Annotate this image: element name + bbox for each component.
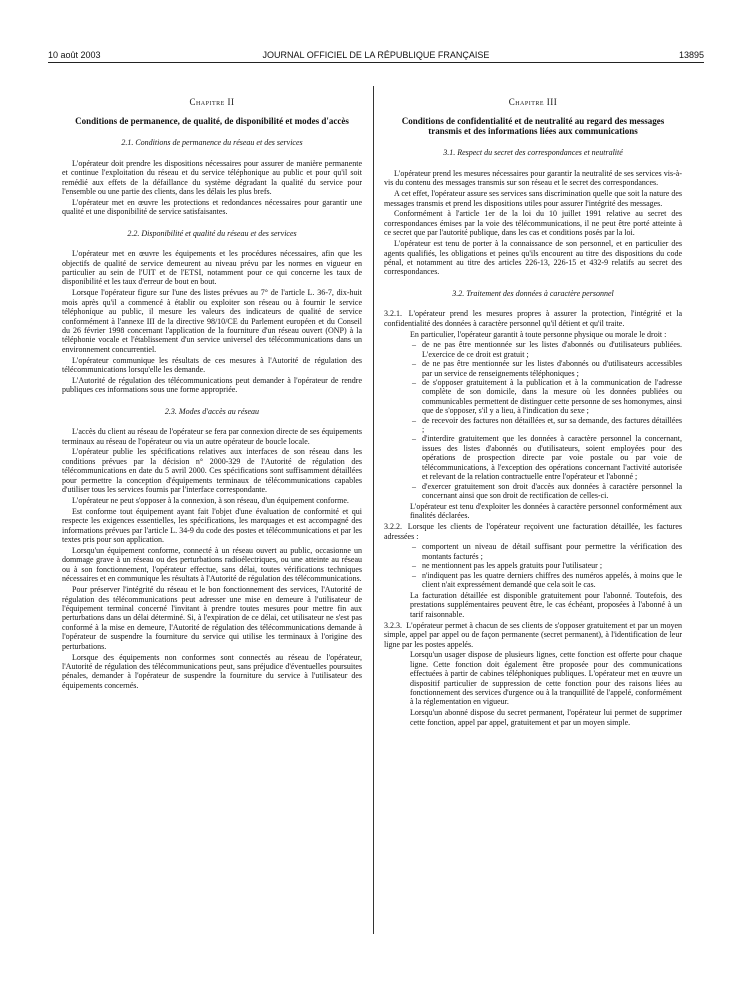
paragraph: L'opérateur ne peut s'opposer à la connexion, à son réseau, d'un équipement conforme.	[72, 496, 349, 505]
list-item: – de ne pas être mentionnée sur les listes d'abonnés ou d'utilisateurs publiées. L'exercice de ce droit est gratuit ;	[422, 340, 682, 359]
section-heading: 2.1. Conditions de permanence du réseau et des services	[121, 138, 303, 148]
section-heading: 3.1. Respect du secret des correspondances et neutralité	[443, 148, 623, 158]
paragraph-text: Lorsque les clients de l'opérateur reçoivent une facturation détaillée, les factures adressées :	[384, 522, 682, 541]
left-column	[62, 98, 362, 692]
paragraph: Conformément à l'article 1er de la loi du 10 juillet 1991 relative au secret des correspondances émises par la voie des télécommunications, il ne peut être porté atteinte à ce secret que par l'autorité publique, dans les cas et conditions posés par la loi.	[384, 209, 682, 238]
paragraph: L'opérateur est tenu d'exploiter les données à caractère personnel conformément aux finalités déclarées.	[410, 501, 682, 521]
paragraph-number: 3.2.1.	[384, 309, 402, 319]
paragraph: L'opérateur prend les mesures nécessaires pour garantir la neutralité de ses services vis-à-vis du contenu des messages transmis sur son réseau et le secret des correspondances.	[384, 168, 682, 188]
section-heading: 2.2. Disponibilité et qualité du réseau et des services	[127, 228, 297, 238]
list-item: – d'exercer gratuitement son droit d'accès aux données à caractère personnel la concernant ainsi que son droit de rectification de celles-ci.	[422, 482, 682, 501]
list-item: – d'interdire gratuitement que les données à caractère personnel la concernant, issues des listes d'abonnés ou d'utilisateurs, soient employées pour des opérations de prospection directe par voie postale ou par voie de télécommunications, à l'exception des opérations concernant l'activité autorisée et relevant de la relation contractuelle entre l'opérateur et l'abonné ;	[422, 434, 682, 481]
paragraph-number: 3.2.2.	[384, 522, 402, 532]
column-divider	[373, 86, 374, 934]
list-item: – comportent un niveau de détail suffisant pour permettre la vérification des montants facturés ;	[422, 542, 682, 561]
list-item: – de s'opposer gratuitement à la publication et à la communication de l'adresse complète de son domicile, dans la mesure où les données publiées ou communicables permettent de distinguer cette personne de ses homonymes, ainsi que de s'opposer, s'il y a lieu, à l'indication du sexe ;	[422, 378, 682, 416]
right-column	[384, 98, 682, 729]
paragraph: A cet effet, l'opérateur assure ses services sans discrimination quelle que soit la nature des messages transmis et prend les dispositions utiles pour assurer l'intégrité des messages.	[384, 189, 682, 208]
chapter-title: Conditions de confidentialité et de neutralité au regard des messages transmis et des informations liées aux communications	[401, 116, 665, 137]
paragraph: Lorsqu'un équipement conforme, connecté à un réseau ouvert au public, occasionne un dommage grave à un réseau ou des perturbations radioélectriques, ou une atteinte au réseau ou à son fonctionnement, l'opérateur effectue, sans délai, toutes vérifications techniques nécessaires et en communique les résultats à l'Autorité de régulation des télécommunications.	[62, 546, 362, 584]
paragraph: L'accès du client au réseau de l'opérateur se fera par connexion directe de ses équipements terminaux au réseau de l'opérateur ou via un autre opérateur de boucle locale.	[62, 427, 362, 446]
numbered-paragraph	[384, 309, 682, 328]
invoice-list	[384, 542, 682, 589]
list-item: – de ne pas être mentionnée sur les listes d'abonnés ou d'utilisateurs accessibles par un service de renseignements téléphoniques ;	[422, 359, 682, 378]
numbered-paragraph	[384, 621, 682, 649]
chapter-title: Conditions de permanence, de qualité, de disponibilité et modes d'accès	[75, 116, 349, 127]
numbered-paragraph	[384, 522, 682, 541]
chapter-label: Chapitre III	[508, 97, 558, 107]
paragraph: L'Autorité de régulation des télécommunications peut demander à l'opérateur de rendre publiques ces informations sous une forme appropriée.	[62, 375, 362, 395]
section-heading: 2.3. Modes d'accès au réseau	[164, 406, 260, 416]
chapter-label: Chapitre II	[189, 97, 235, 107]
list-item: – de recevoir des factures non détaillées et, sur sa demande, des factures détaillées ;	[422, 416, 682, 435]
page-header	[48, 48, 704, 62]
paragraph-text: L'opérateur prend les mesures propres à assurer la protection, l'intégrité et la confidentialité des données à caractère personnel qu'il détient et qu'il traite.	[384, 309, 682, 328]
list-item: – ne mentionnent pas les appels gratuits pour l'utilisateur ;	[422, 561, 682, 570]
paragraph: L'opérateur met en œuvre les équipements et les procédures nécessaires, afin que les objectifs de qualité de service demeurent au niveau prévu par les normes en vigueur en particulier au sein de l'UIT et de l'ETSI, notamment pour ce qui concerne les taux de disponibilité et les taux d'erreur de bout en bout.	[62, 249, 362, 287]
header-rule	[48, 62, 704, 63]
list-item: – n'indiquent pas les quatre derniers chiffres des numéros appelés, à moins que le client n'ait expressément demandé que cela soit le cas.	[422, 571, 682, 590]
paragraph: L'opérateur est tenu de porter à la connaissance de son personnel, et en particulier des agents qualifiés, les obligations et peines qu'ils encourent au titre des dispositions du code pénal, et notamment au titre des articles 226-13, 226-15 et 432-9 relatifs au secret des correspondances.	[384, 239, 682, 277]
paragraph: La facturation détaillée est disponible gratuitement pour l'abonné. Toutefois, des prestations supplémentaires peuvent être, le cas échéant, proposées à l'abonné à un tarif raisonnable.	[410, 590, 682, 619]
section-heading: 3.2. Traitement des données à caractère personnel	[452, 288, 614, 298]
issue-date: 10 août 2003	[48, 50, 101, 60]
paragraph: Lorsque des équipements non conformes sont connectés au réseau de l'opérateur, l'Autorité de régulation des télécommunications peut, sans préjudice d'éventuelles poursuites pénales, demander à l'opérateur de suspendre la fourniture du service à l'utilisateur des équipements concernés.	[62, 652, 362, 690]
paragraph: L'opérateur met en œuvre les protections et redondances nécessaires pour garantir une qualité et une disponibilité de service satisfaisantes.	[62, 197, 362, 217]
paragraph: Pour préserver l'intégrité du réseau et le bon fonctionnement des services, l'Autorité de régulation des télécommunications peut adresser une mise en demeure à l'utilisateur de l'équipement terminal concerné l'invitant à prendre toutes mesures pour mettre fin aux perturbations dans un délai déterminé. Si, à l'expiration de ce délai, cet utilisateur ne s'est pas conformé à la mise en demeure, l'Autorité de régulation des télécommunications demande à l'opérateur de suspendre la fourniture du service qui utilise les terminaux à l'origine des perturbations.	[62, 585, 362, 651]
journal-title: JOURNAL OFFICIEL DE LA RÉPUBLIQUE FRANÇAISE	[262, 50, 490, 60]
paragraph: Lorsqu'un abonné dispose du secret permanent, l'opérateur lui permet de supprimer cette fonction, appel par appel, gratuitement et par un moyen simple.	[410, 708, 682, 727]
paragraph: L'opérateur communique les résultats de ces mesures à l'Autorité de régulation des télécommunications lorsqu'elle les demande.	[62, 355, 362, 375]
paragraph: Est conforme tout équipement ayant fait l'objet d'une évaluation de conformité et qui respecte les exigences essentielles, les spécifications, les marquages et est accompagné des informations prévues par l'article L. 34-9 du code des postes et télécommunications et par les textes pris pour son application.	[62, 506, 362, 545]
rights-list	[384, 340, 682, 500]
paragraph: Lorsque l'opérateur figure sur l'une des listes prévues au 7° de l'article L. 36-7, dix-huit mois après qu'il a commencé à établir ou exploiter son réseau ou à fournir le service téléphonique au public, il mesure les valeurs des indicateurs de qualité de service conformément à l'annexe III de la directive 98/10/CE du Parlement européen et du Conseil du 26 février 1998 concernant l'application de la fourniture d'un réseau ouvert (ONP) à la téléphonie vocale et l'établissement d'un service universel des télécommunications dans un environnement concurrentiel.	[62, 288, 362, 354]
paragraph-text: L'opérateur permet à chacun de ses clients de s'opposer gratuitement et par un moyen simple, appel par appel ou de façon permanente (secret permanent), à l'identification de leur ligne par les postes appelés.	[384, 620, 683, 649]
paragraph: Lorsqu'un usager dispose de plusieurs lignes, cette fonction est offerte pour chaque ligne. Cette fonction doit également être proposée pour des communications effectuées à partir de cabines téléphoniques publiques. L'opérateur met en œuvre un dispositif particulier de suppression de cette fonction pour des raisons liées au fonctionnement des services d'urgence ou à la tranquillité de l'appelé, conformément à la réglementation en vigueur.	[410, 650, 682, 707]
paragraph: L'opérateur publie les spécifications relatives aux interfaces de son réseau dans les conditions prévues par la décision n° 2000-329 de l'Autorité de régulation des télécommunications en date du 5 avril 2000. Ces spécifications sont suffisamment détaillées pour permettre la conception d'équipements terminaux de télécommunications capables d'utiliser tous les services fournis par l'interface correspondante.	[62, 447, 362, 495]
paragraph: En particulier, l'opérateur garantit à toute personne physique ou morale le droit :	[410, 329, 667, 339]
page-number: 13895	[678, 50, 704, 60]
paragraph: L'opérateur doit prendre les dispositions nécessaires pour assurer de manière permanente et continue l'exploitation du réseau et du service téléphonique au public et pour qu'il soit remédié aux effets de la défaillance du système dégradant la qualité du service pour l'ensemble ou une partie des clients, dans les délais les plus brefs.	[62, 158, 362, 197]
paragraph-number: 3.2.3.	[384, 620, 402, 630]
